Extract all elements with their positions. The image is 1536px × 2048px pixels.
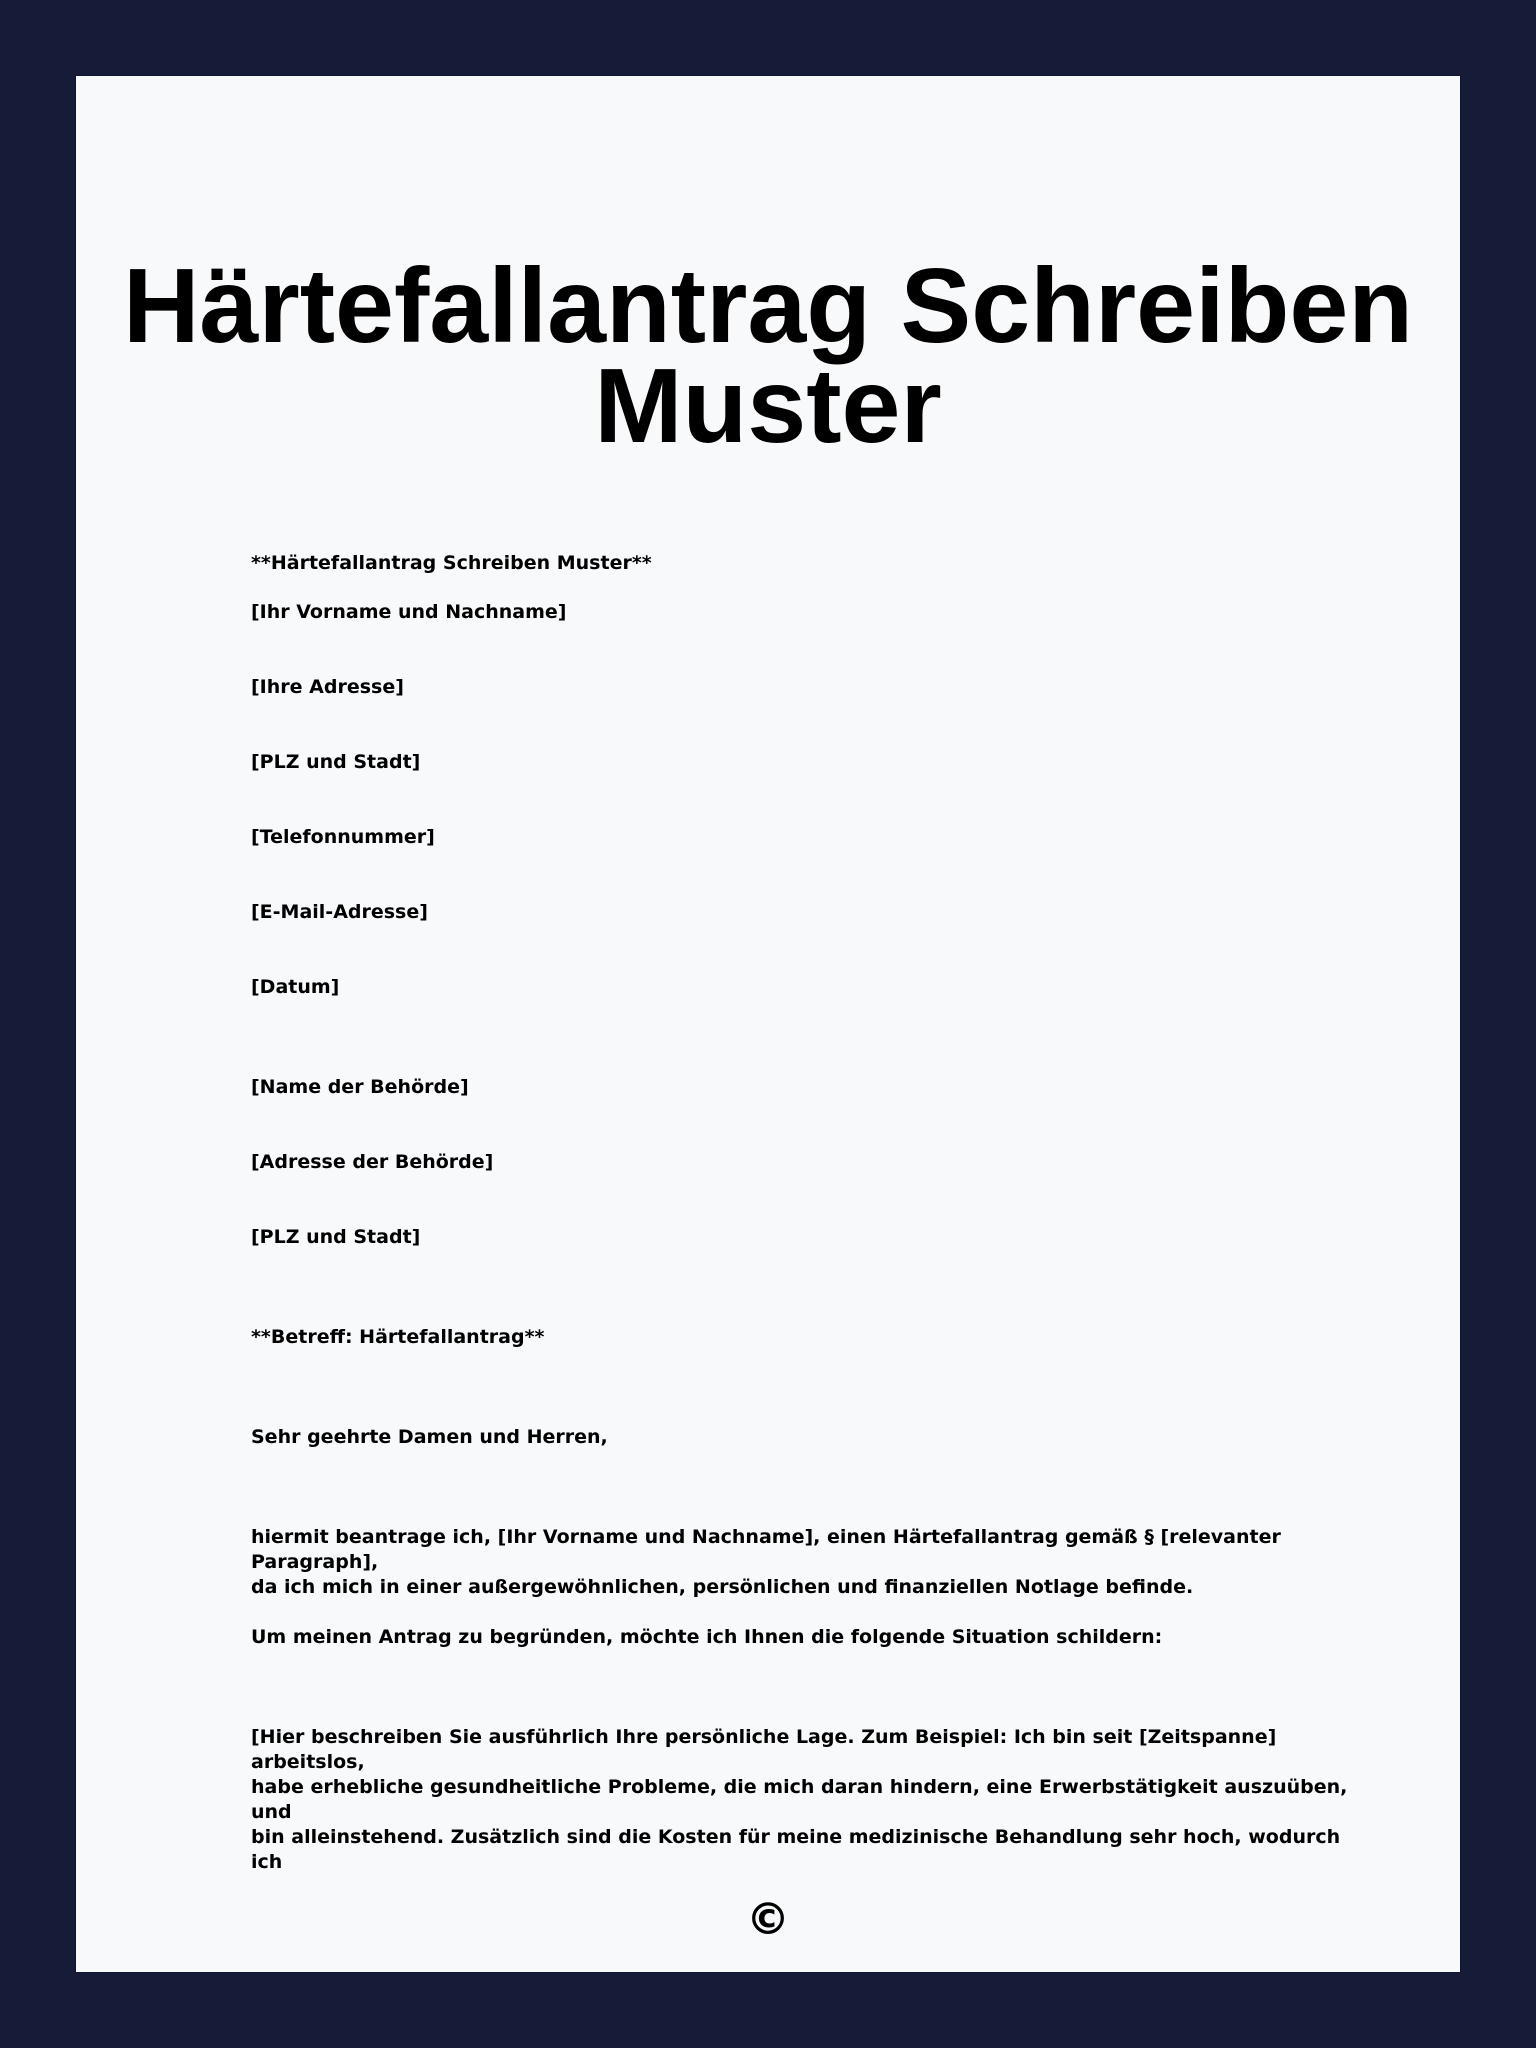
letter-heading: **Härtefallantrag Schreiben Muster** xyxy=(251,552,652,574)
letter-paragraph: hiermit beantrage ich, [Ihr Vorname und Nachname], einen Härtefallantrag gemäß § [relevanter Paragraph], da ich mich in einer außergewöhnlichen, persönlichen und finanziellen Notlage befinde. xyxy=(251,1526,1281,1598)
sender-city: [PLZ und Stadt] xyxy=(251,751,421,773)
letter-salutation: Sehr geehrte Damen und Herren, xyxy=(251,1426,608,1448)
document-title: Härtefallantrag Schreiben Muster xyxy=(122,247,1414,465)
letter-paragraph: Um meinen Antrag zu begründen, möchte ich Ihnen die folgende Situation schildern: xyxy=(251,1626,1163,1648)
sender-phone: [Telefonnummer] xyxy=(251,826,435,848)
document-page xyxy=(75,75,1461,1973)
copyright-icon: © xyxy=(746,1894,790,1945)
recipient-city: [PLZ und Stadt] xyxy=(251,1226,421,1248)
letter-paragraph: [Hier beschreiben Sie ausführlich Ihre persönliche Lage. Zum Beispiel: Ich bin seit [Zeitspanne] arbeitslos, habe erhebliche gesundheitliche Probleme, die mich daran hindern, eine Erwerbstätigkeit auszuüben, und bin alleinstehend. Zusätzlich sind die Kosten für meine medizinische Behandlung sehr hoch, wodurch ich xyxy=(251,1726,1348,1873)
sender-address: [Ihre Adresse] xyxy=(251,676,404,698)
recipient-name: [Name der Behörde] xyxy=(251,1076,469,1098)
letter-subject: **Betreff: Härtefallantrag** xyxy=(251,1326,545,1348)
sender-name: [Ihr Vorname und Nachname] xyxy=(251,601,567,623)
sender-email: [E-Mail-Adresse] xyxy=(251,901,428,923)
letter-date: [Datum] xyxy=(251,976,340,998)
recipient-address: [Adresse der Behörde] xyxy=(251,1151,494,1173)
